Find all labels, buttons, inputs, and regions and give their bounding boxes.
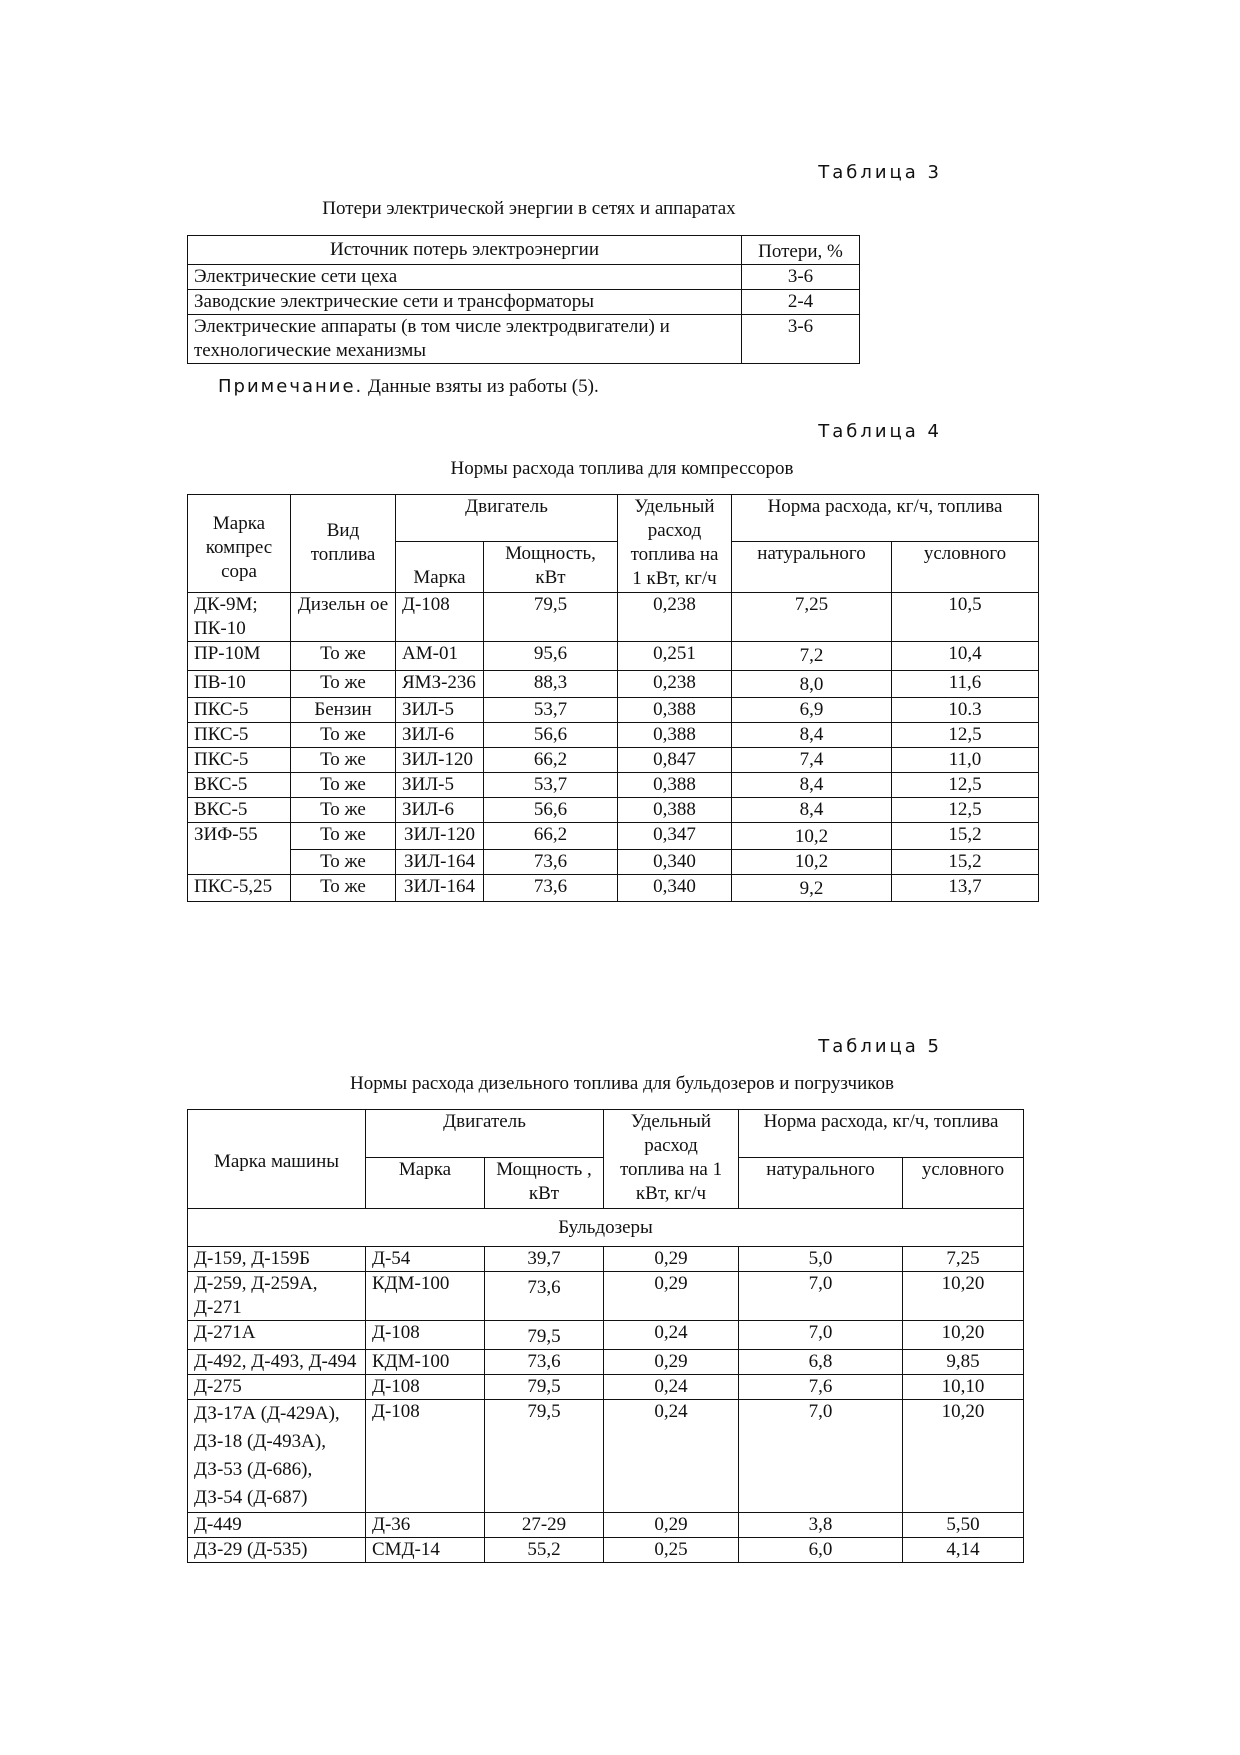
cell: 0,25 bbox=[604, 1538, 739, 1563]
table-row bbox=[188, 1538, 1024, 1563]
cell: Д-492, Д-493, Д-494 bbox=[188, 1350, 366, 1375]
cell: ПКС-5 bbox=[188, 723, 291, 748]
table-row bbox=[188, 1247, 1024, 1272]
header-source: Источник потерь электроэнергии bbox=[188, 236, 742, 265]
cell: 9,85 bbox=[903, 1350, 1024, 1375]
cell: 9,2 bbox=[732, 875, 892, 902]
cell: То же bbox=[291, 823, 396, 850]
cell: Электрические аппараты (в том числе электродвигатели) и технологические механизмы bbox=[188, 315, 742, 364]
cell: То же bbox=[291, 875, 396, 902]
cell: 0,29 bbox=[604, 1272, 739, 1321]
table-row bbox=[188, 748, 1039, 773]
cell: 0,388 bbox=[618, 723, 732, 748]
cell: 7,0 bbox=[739, 1400, 903, 1513]
cell: 66,2 bbox=[484, 748, 618, 773]
cell: То же bbox=[291, 723, 396, 748]
cell: 5,0 bbox=[739, 1247, 903, 1272]
cell: 2-4 bbox=[742, 290, 860, 315]
cell: То же bbox=[291, 773, 396, 798]
table-row bbox=[188, 642, 1039, 671]
cell: 11,0 bbox=[892, 748, 1039, 773]
table-row bbox=[188, 698, 1039, 723]
cell: 0,24 bbox=[604, 1375, 739, 1400]
cell: Д-108 bbox=[366, 1375, 485, 1400]
cell: 7,0 bbox=[739, 1272, 903, 1321]
cell: 56,6 bbox=[484, 798, 618, 823]
table-row bbox=[188, 773, 1039, 798]
cell: 55,2 bbox=[485, 1538, 604, 1563]
cell: 7,6 bbox=[739, 1375, 903, 1400]
cell: КДМ-100 bbox=[366, 1272, 485, 1321]
cell: 0,238 bbox=[618, 593, 732, 642]
table-3-number: Таблица 3 bbox=[818, 162, 942, 183]
cell: 10,20 bbox=[903, 1272, 1024, 1321]
cell: ЗИЛ-120 bbox=[396, 823, 484, 850]
cell: 0,340 bbox=[618, 850, 732, 875]
table-row bbox=[188, 1321, 1024, 1350]
cell: 12,5 bbox=[892, 798, 1039, 823]
cell: 11,6 bbox=[892, 671, 1039, 698]
cell: 6,8 bbox=[739, 1350, 903, 1375]
cell: Д-275 bbox=[188, 1375, 366, 1400]
cell: ДЗ-17А (Д-429А), ДЗ-18 (Д-493А), ДЗ-53 (Д-686), ДЗ-54 (Д-687) bbox=[188, 1400, 366, 1513]
table-header-row bbox=[188, 495, 1039, 542]
cell: 6,9 bbox=[732, 698, 892, 723]
header-natural: натурального bbox=[739, 1158, 903, 1209]
table-3 bbox=[187, 235, 860, 364]
cell: ДК-9М; ПК-10 bbox=[188, 593, 291, 642]
header-engine: Двигатель bbox=[366, 1110, 604, 1158]
cell: 10,20 bbox=[903, 1321, 1024, 1350]
cell: ЗИФ-55 bbox=[188, 823, 291, 875]
table-row bbox=[188, 1375, 1024, 1400]
cell: ЗИЛ-120 bbox=[396, 748, 484, 773]
cell: 10,4 bbox=[892, 642, 1039, 671]
cell: 0,388 bbox=[618, 798, 732, 823]
cell: Д-108 bbox=[366, 1321, 485, 1350]
cell: Д-159, Д-159Б bbox=[188, 1247, 366, 1272]
cell: 0,29 bbox=[604, 1350, 739, 1375]
cell: 0,24 bbox=[604, 1400, 739, 1513]
section-row bbox=[188, 1209, 1024, 1247]
header-losses: Потери, % bbox=[742, 236, 860, 265]
table-5-number: Таблица 5 bbox=[818, 1036, 942, 1057]
cell: То же bbox=[291, 671, 396, 698]
cell: То же bbox=[291, 798, 396, 823]
cell: 0,251 bbox=[618, 642, 732, 671]
table-4 bbox=[187, 494, 1039, 902]
cell: То же bbox=[291, 642, 396, 671]
header-norm: Норма расхода, кг/ч, топлива bbox=[739, 1110, 1024, 1158]
cell: 79,5 bbox=[484, 593, 618, 642]
cell: 4,14 bbox=[903, 1538, 1024, 1563]
cell: 10,5 bbox=[892, 593, 1039, 642]
cell: 10,10 bbox=[903, 1375, 1024, 1400]
table-5-title: Нормы расхода дизельного топлива для бульдозеров и погрузчиков bbox=[349, 1073, 895, 1094]
cell: Д-54 bbox=[366, 1247, 485, 1272]
cell: 15,2 bbox=[892, 850, 1039, 875]
header-engine-brand: Марка bbox=[396, 542, 484, 593]
cell: 66,2 bbox=[484, 823, 618, 850]
cell: 10,2 bbox=[732, 850, 892, 875]
cell: СМД-14 bbox=[366, 1538, 485, 1563]
header-fuel: Вид топлива bbox=[291, 495, 396, 593]
table-row bbox=[188, 1350, 1024, 1375]
table-row bbox=[188, 593, 1039, 642]
table-5 bbox=[187, 1109, 1024, 1563]
cell: ЗИЛ-164 bbox=[396, 850, 484, 875]
cell: 39,7 bbox=[485, 1247, 604, 1272]
cell: 0,340 bbox=[618, 875, 732, 902]
table-4-body bbox=[188, 593, 1039, 902]
table-4-title: Нормы расхода топлива для компрессоров bbox=[450, 458, 794, 479]
table-4-number: Таблица 4 bbox=[818, 421, 942, 442]
cell: ПКС-5 bbox=[188, 748, 291, 773]
table-3-note bbox=[218, 376, 599, 398]
table-row bbox=[188, 290, 860, 315]
note-label: Примечание. bbox=[218, 376, 364, 397]
table-row bbox=[188, 723, 1039, 748]
cell: Д-108 bbox=[396, 593, 484, 642]
table-3-title: Потери электрической энергии в сетях и аппаратах bbox=[322, 198, 736, 219]
header-machine: Марка машины bbox=[188, 1110, 366, 1209]
cell: Д-36 bbox=[366, 1513, 485, 1538]
cell: 73,6 bbox=[484, 850, 618, 875]
cell: 53,7 bbox=[484, 773, 618, 798]
header-norm: Норма расхода, кг/ч, топлива bbox=[732, 495, 1039, 542]
cell: ПКС-5,25 bbox=[188, 875, 291, 902]
header-spec: Удельный расход топлива на 1 кВт, кг/ч bbox=[604, 1110, 739, 1209]
header-power: Мощность , кВт bbox=[485, 1158, 604, 1209]
header-power: Мощность, кВт bbox=[484, 542, 618, 593]
header-spec: Удельный расход топлива на 1 кВт, кг/ч bbox=[618, 495, 732, 593]
cell: 7,2 bbox=[732, 642, 892, 671]
table-row bbox=[188, 798, 1039, 823]
header-engine-brand: Марка bbox=[366, 1158, 485, 1209]
cell: ЗИЛ-5 bbox=[396, 773, 484, 798]
cell: Бензин bbox=[291, 698, 396, 723]
cell: КДМ-100 bbox=[366, 1350, 485, 1375]
cell: 73,6 bbox=[484, 875, 618, 902]
cell: ЯМЗ-236 bbox=[396, 671, 484, 698]
cell: 7,0 bbox=[739, 1321, 903, 1350]
header-brand: Марка компрес сора bbox=[188, 495, 291, 593]
cell: ЗИЛ-6 bbox=[396, 723, 484, 748]
cell: 10,20 bbox=[903, 1400, 1024, 1513]
cell: 79,5 bbox=[485, 1321, 604, 1350]
table-row bbox=[188, 875, 1039, 902]
table-row bbox=[188, 1400, 1024, 1513]
cell: 6,0 bbox=[739, 1538, 903, 1563]
cell: 88,3 bbox=[484, 671, 618, 698]
cell: 7,4 bbox=[732, 748, 892, 773]
table-header-row bbox=[188, 236, 860, 265]
cell: ВКС-5 bbox=[188, 773, 291, 798]
cell: 7,25 bbox=[903, 1247, 1024, 1272]
cell: 8,4 bbox=[732, 773, 892, 798]
cell: ПКС-5 bbox=[188, 698, 291, 723]
cell: 0,29 bbox=[604, 1513, 739, 1538]
cell: 0,29 bbox=[604, 1247, 739, 1272]
cell: 0,388 bbox=[618, 698, 732, 723]
cell: 12,5 bbox=[892, 773, 1039, 798]
cell: 10.3 bbox=[892, 698, 1039, 723]
cell: Д-108 bbox=[366, 1400, 485, 1513]
cell: 3-6 bbox=[742, 265, 860, 290]
table-row bbox=[188, 1272, 1024, 1321]
cell: ЗИЛ-6 bbox=[396, 798, 484, 823]
cell: ВКС-5 bbox=[188, 798, 291, 823]
cell: 7,25 bbox=[732, 593, 892, 642]
cell: 12,5 bbox=[892, 723, 1039, 748]
header-natural: натурального bbox=[732, 542, 892, 593]
cell: Д-449 bbox=[188, 1513, 366, 1538]
cell: ЗИЛ-164 bbox=[396, 875, 484, 902]
cell: 0,24 bbox=[604, 1321, 739, 1350]
cell: То же bbox=[291, 850, 396, 875]
cell: 8,0 bbox=[732, 671, 892, 698]
cell: 0,388 bbox=[618, 773, 732, 798]
cell: ПР-10М bbox=[188, 642, 291, 671]
cell: Дизельн ое bbox=[291, 593, 396, 642]
cell: 0,347 bbox=[618, 823, 732, 850]
cell: 5,50 bbox=[903, 1513, 1024, 1538]
cell: ДЗ-29 (Д-535) bbox=[188, 1538, 366, 1563]
cell: Д-259, Д-259А, Д-271 bbox=[188, 1272, 366, 1321]
cell: 27-29 bbox=[485, 1513, 604, 1538]
cell: 10,2 bbox=[732, 823, 892, 850]
cell: 95,6 bbox=[484, 642, 618, 671]
cell: 3-6 bbox=[742, 315, 860, 364]
header-engine: Двигатель bbox=[396, 495, 618, 542]
cell: Электрические сети цеха bbox=[188, 265, 742, 290]
header-conditional: условного bbox=[903, 1158, 1024, 1209]
cell: Заводские электрические сети и трансформаторы bbox=[188, 290, 742, 315]
cell: 0,238 bbox=[618, 671, 732, 698]
table-row bbox=[188, 265, 860, 290]
cell: 0,847 bbox=[618, 748, 732, 773]
cell: АМ-01 bbox=[396, 642, 484, 671]
cell: 53,7 bbox=[484, 698, 618, 723]
cell: 8,4 bbox=[732, 723, 892, 748]
cell: 73,6 bbox=[485, 1350, 604, 1375]
cell: 13,7 bbox=[892, 875, 1039, 902]
table-row bbox=[188, 850, 1039, 875]
cell: 8,4 bbox=[732, 798, 892, 823]
cell: 3,8 bbox=[739, 1513, 903, 1538]
cell: 79,5 bbox=[485, 1375, 604, 1400]
table-row bbox=[188, 823, 1039, 850]
cell: Д-271А bbox=[188, 1321, 366, 1350]
cell: ПВ-10 bbox=[188, 671, 291, 698]
cell: ЗИЛ-5 bbox=[396, 698, 484, 723]
cell: То же bbox=[291, 748, 396, 773]
table-header-row bbox=[188, 1110, 1024, 1158]
table-row bbox=[188, 671, 1039, 698]
cell: 73,6 bbox=[485, 1272, 604, 1321]
cell: 15,2 bbox=[892, 823, 1039, 850]
header-conditional: условного bbox=[892, 542, 1039, 593]
cell: 79,5 bbox=[485, 1400, 604, 1513]
table-row bbox=[188, 315, 860, 364]
section-bulldozers: Бульдозеры bbox=[188, 1209, 1024, 1247]
table-row bbox=[188, 1513, 1024, 1538]
cell: 56,6 bbox=[484, 723, 618, 748]
note-text: Данные взяты из работы (5). bbox=[363, 376, 599, 397]
